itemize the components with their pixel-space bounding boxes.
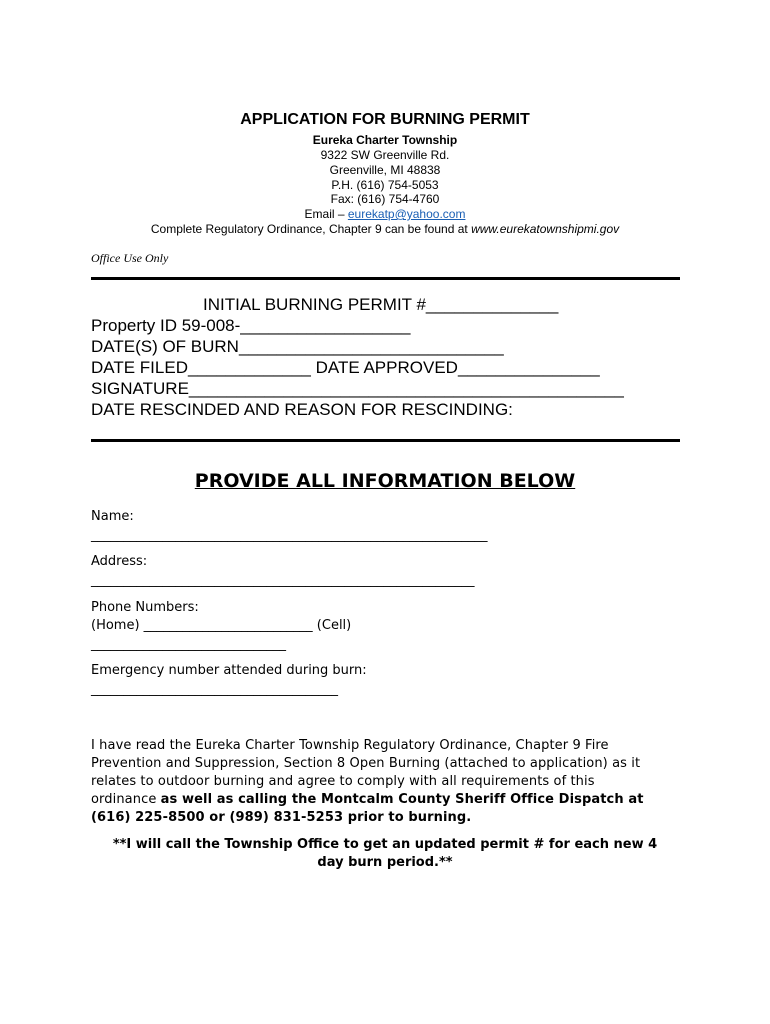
initial-permit-number-field: INITIAL BURNING PERMIT #______________ xyxy=(203,295,559,314)
email-line xyxy=(0,207,770,221)
agreement-line: I have read the Eureka Charter Township Regulatory Ordinance, Chapter 9 Fire xyxy=(91,738,609,753)
call-note-line: **I will call the Township Office to get an updated permit # for each new 4 xyxy=(112,837,658,852)
ordinance-url: www.eurekatownshipmi.gov xyxy=(471,222,620,236)
dispatch-phone-numbers: (616) 225-8500 or (989) 831-5253 prior to burning. xyxy=(91,810,472,825)
agreement-text: ordinance xyxy=(91,792,161,807)
call-note-line: day burn period.** xyxy=(317,855,453,870)
name-blank-line: _____________________________________________________________ xyxy=(91,528,488,543)
fax-number: Fax: (616) 754-4760 xyxy=(330,192,440,206)
cell-phone-blank-line: ______________________________ xyxy=(91,637,286,652)
organization-name: Eureka Charter Township xyxy=(312,133,458,147)
township-call-note xyxy=(0,836,770,872)
ordinance-text: Complete Regulatory Ordinance, Chapter 9 can be found at xyxy=(150,222,472,236)
document-title: APPLICATION FOR BURNING PERMIT xyxy=(240,111,530,128)
address-blank-line: ___________________________________________________________ xyxy=(91,573,475,588)
phone-numbers-label: Phone Numbers: xyxy=(91,600,199,615)
agreement-line xyxy=(91,791,691,809)
date-rescinded-field: DATE RESCINDED AND REASON FOR RESCINDING: xyxy=(91,400,513,419)
agreement-paragraph xyxy=(91,737,691,827)
emergency-number-label: Emergency number attended during burn: xyxy=(91,663,367,678)
date-filed-approved-field: DATE FILED_____________ DATE APPROVED_______________ xyxy=(91,358,600,377)
dates-of-burn-field: DATE(S) OF BURN____________________________ xyxy=(91,337,504,356)
divider-top xyxy=(91,277,680,280)
address-line-2: Greenville, MI 48838 xyxy=(329,163,441,177)
office-use-label: Office Use Only xyxy=(91,251,169,265)
divider-bottom xyxy=(91,439,680,442)
agreement-line: relates to outdoor burning and agree to comply with all requirements of this xyxy=(91,774,595,789)
property-id-field: Property ID 59-008-__________________ xyxy=(91,316,411,335)
agreement-line: Prevention and Suppression, Section 8 Open Burning (attached to application) as it xyxy=(91,756,641,771)
email-link[interactable]: eurekatp@yahoo.com xyxy=(347,207,466,221)
provide-info-heading: PROVIDE ALL INFORMATION BELOW xyxy=(194,470,576,492)
email-prefix: Email – xyxy=(304,207,348,221)
phone-number: P.H. (616) 754-5053 xyxy=(331,178,439,192)
home-cell-phone-line: (Home) __________________________ (Cell) xyxy=(91,618,352,633)
address-label: Address: xyxy=(91,554,148,569)
ordinance-line xyxy=(0,222,770,236)
address-line-1: 9322 SW Greenville Rd. xyxy=(320,148,450,162)
emergency-number-blank-line: ______________________________________ xyxy=(91,682,338,697)
dispatch-notice: as well as calling the Montcalm County Sheriff Office Dispatch at xyxy=(160,792,644,807)
name-label: Name: xyxy=(91,509,134,524)
signature-field: SIGNATURE______________________________________________ xyxy=(91,379,624,398)
